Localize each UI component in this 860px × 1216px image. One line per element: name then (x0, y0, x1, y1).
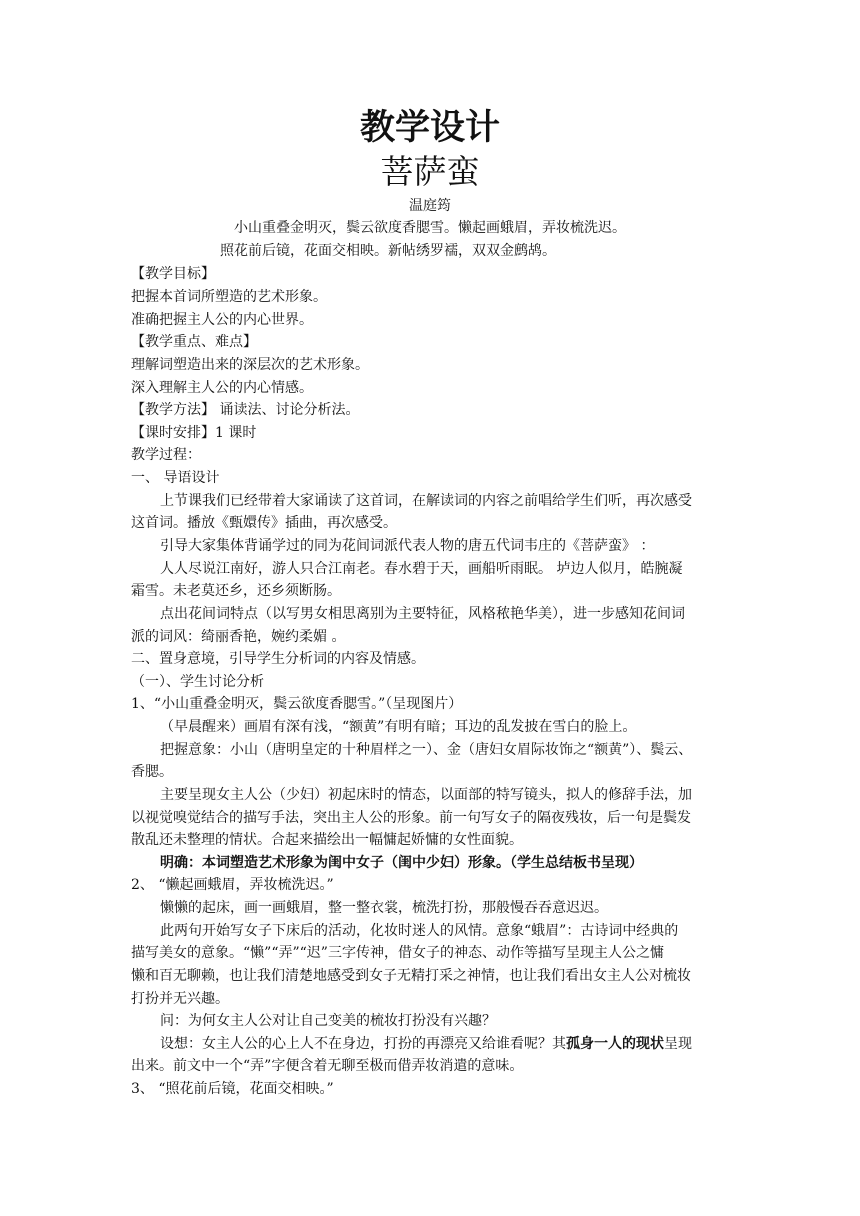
paragraph-line: 香腮。 (131, 764, 173, 780)
paragraph-line: 点出花间词特点（以写男女相思离别为主要特征，风格秾艳华美），进一步感知花间词 (160, 606, 685, 622)
text-segment: 设想：女主人公的心上人不在身边，打扮的再漂亮又给谁看呢？其 (160, 1036, 566, 1052)
question-line: 3、 “照花前后镜，花面交相映。” (131, 1081, 334, 1097)
paragraph-line: 派的词风：绮丽香艳，婉约柔媚 。 (131, 629, 346, 645)
poem-line-2: 照花前后镜，花面交相映。新帖绣罗襦，双双金鹧鸪。 (220, 243, 556, 259)
paragraph-line: 把握意象：小山（唐明皇定的十种眉样之一）、金（唐妇女眉际妆饰之“额黄”）、鬓云、 (160, 742, 693, 758)
goal-item: 准确把握主人公的内心世界。 (131, 312, 313, 328)
section-heading: 二、置身意境，引导学生分析词的内容及情感。 (131, 651, 425, 667)
paragraph-line: 以视觉嗅觉结合的描写手法，突出主人公的形象。前一句写女子的隔夜残妆，后一句是鬓发 (131, 810, 691, 826)
paragraph-line: （早晨醒来）画眉有深有浅，“额黄”有明有暗；耳边的乱发披在雪白的脸上。 (160, 719, 637, 735)
section-heading: 一、 导语设计 (131, 470, 220, 486)
poem-line-1: 小山重叠金明灭，鬓云欲度香腮雪。懒起画蛾眉，弄妆梳洗迟。 (234, 220, 626, 236)
paragraph-line: 打扮并无兴趣。 (131, 991, 229, 1007)
question-line: 2、 “懒起画蛾眉，弄妆梳洗迟。” (131, 877, 334, 893)
process-header: 教学过程： (131, 447, 201, 463)
paragraph-line: 这首词。播放《甄嬛传》插曲，再次感受。 (131, 515, 397, 531)
paragraph-line: 人人尽说江南好，游人只合江南老。春水碧于天，画船听雨眠。 垆边人似月，皓腕凝 (160, 561, 683, 577)
goals-header: 【教学目标】 (131, 266, 215, 282)
paragraph-line: 主要呈现女主人公（少妇）初起床时的情态，以面部的特写镜头，拟人的修辞手法，加 (160, 787, 692, 803)
paragraph-line: 出来。前文中一个“弄”字便含着无聊至极而借弄妆消遣的意味。 (131, 1058, 524, 1074)
conclusion-line: 明确：本词塑造艺术形象为闺中女子（闺中少妇）形象。（学生总结板书呈现） (160, 855, 643, 871)
paragraph-line: 描写美女的意象。“懒”“弄”“迟”三字传神，借女子的神态、动作等描写呈现主人公之慵 (131, 945, 664, 961)
page-title: 教学设计 (359, 107, 500, 148)
key-header: 【教学重点、难点】 (131, 334, 257, 350)
question-prompt: 问：为何女主人公对让自己变美的梳妆打扮没有兴趣？ (160, 1013, 496, 1029)
key-item: 深入理解主人公的内心情感。 (131, 380, 313, 396)
paragraph-line: 霜雪。未老莫还乡，还乡须断肠。 (131, 583, 341, 599)
paragraph-line: 此两句开始写女子下床后的活动，化妆时迷人的风情。意象“蛾眉”：古诗词中经典的 (160, 923, 679, 939)
schedule-line: 【课时安排】1 课时 (131, 425, 257, 441)
emphasis-text: 孤身一人的现状 (566, 1036, 664, 1052)
goal-item: 把握本首词所塑造的艺术形象。 (131, 289, 327, 305)
paragraph-line: 散乱还未整理的情状。合起来描绘出一幅慵起娇慵的女性面貌。 (131, 832, 523, 848)
paragraph-line: 引导大家集体背诵学过的同为花间词派代表人物的唐五代词韦庄的《菩萨蛮》 ： (160, 538, 655, 554)
poem-title: 菩萨蛮 (380, 152, 480, 191)
subsection-heading: （一）、学生讨论分析 (131, 674, 264, 690)
paragraph-line (160, 1034, 692, 1054)
methods-line: 【教学方法】 诵读法、讨论分析法。 (131, 402, 360, 418)
text-segment: 呈现 (664, 1036, 692, 1052)
paragraph-line: 上节课我们已经带着大家诵读了这首词，在解读词的内容之前唱给学生们听，再次感受 (160, 493, 692, 509)
paragraph-line: 懒和百无聊赖，也让我们清楚地感受到女子无精打采之神情，也让我们看出女主人公对梳妆 (131, 968, 691, 984)
question-line: 1、“小山重叠金明灭，鬓云欲度香腮雪。”（呈现图片） (131, 696, 463, 712)
paragraph-line: 懒懒的起床，画一画蛾眉，整一整衣裳，梳洗打扮，那般慢吞吞意迟迟。 (160, 900, 608, 916)
author: 温庭筠 (409, 198, 451, 214)
key-item: 理解词塑造出来的深层次的艺术形象。 (131, 357, 369, 373)
